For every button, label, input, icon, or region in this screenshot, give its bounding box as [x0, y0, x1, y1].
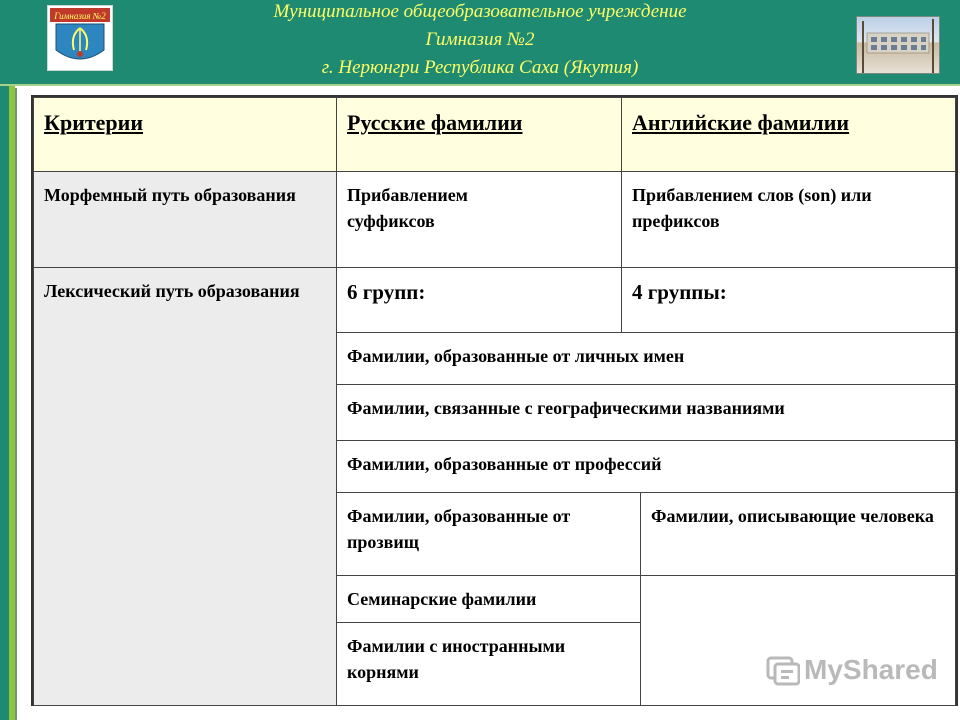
russian-morphemic	[336, 171, 622, 268]
myshared-logo-icon	[766, 656, 800, 686]
row-professions: Фамилии, образованные от профессий	[336, 440, 956, 493]
header-line-3: г. Нерюнгри Республика Саха (Якутия)	[321, 57, 639, 78]
watermark-text: MyShared	[804, 654, 938, 685]
empty-cell	[640, 575, 956, 706]
row-seminary: Семинарские фамилии	[336, 575, 641, 623]
school-building-photo	[856, 16, 940, 74]
header-russian: Русские фамилии	[336, 97, 622, 172]
header-english: Английские фамилии	[621, 97, 956, 172]
row-foreign-roots: Фамилии с иностранными корнями	[336, 622, 641, 706]
svg-text:Гимназия №2: Гимназия №2	[54, 11, 106, 21]
russian-group-count: 6 групп:	[336, 267, 622, 333]
russian-morphemic-text: Прибавлением суффиксов	[347, 185, 468, 231]
criteria-morphemic: Морфемный путь образования	[33, 171, 337, 268]
header-line-2: Гимназия №2	[425, 29, 535, 50]
row-geographic-names: Фамилии, связанные с географическими названиями	[336, 384, 956, 441]
row-nicknames: Фамилии, образованные от прозвищ	[336, 492, 641, 576]
row-personal-names: Фамилии, образованные от личных имен	[336, 332, 956, 385]
page-header	[0, 0, 960, 86]
frame-bar-outer	[0, 0, 9, 720]
header-criteria: Критерии	[33, 97, 337, 172]
watermark	[766, 654, 938, 686]
criteria-lexical: Лексический путь образования	[33, 267, 337, 706]
frame-bar-thin	[15, 88, 17, 720]
english-morphemic-text: Прибавлением слов (son) или префиксов	[632, 185, 872, 231]
english-group-count: 4 группы:	[621, 267, 956, 333]
header-line-1: Муниципальное общеобразовательное учреждение	[273, 1, 687, 22]
building-image-icon	[857, 17, 939, 73]
row-describing-person: Фамилии, описывающие человека	[640, 492, 956, 576]
english-morphemic	[621, 171, 956, 268]
